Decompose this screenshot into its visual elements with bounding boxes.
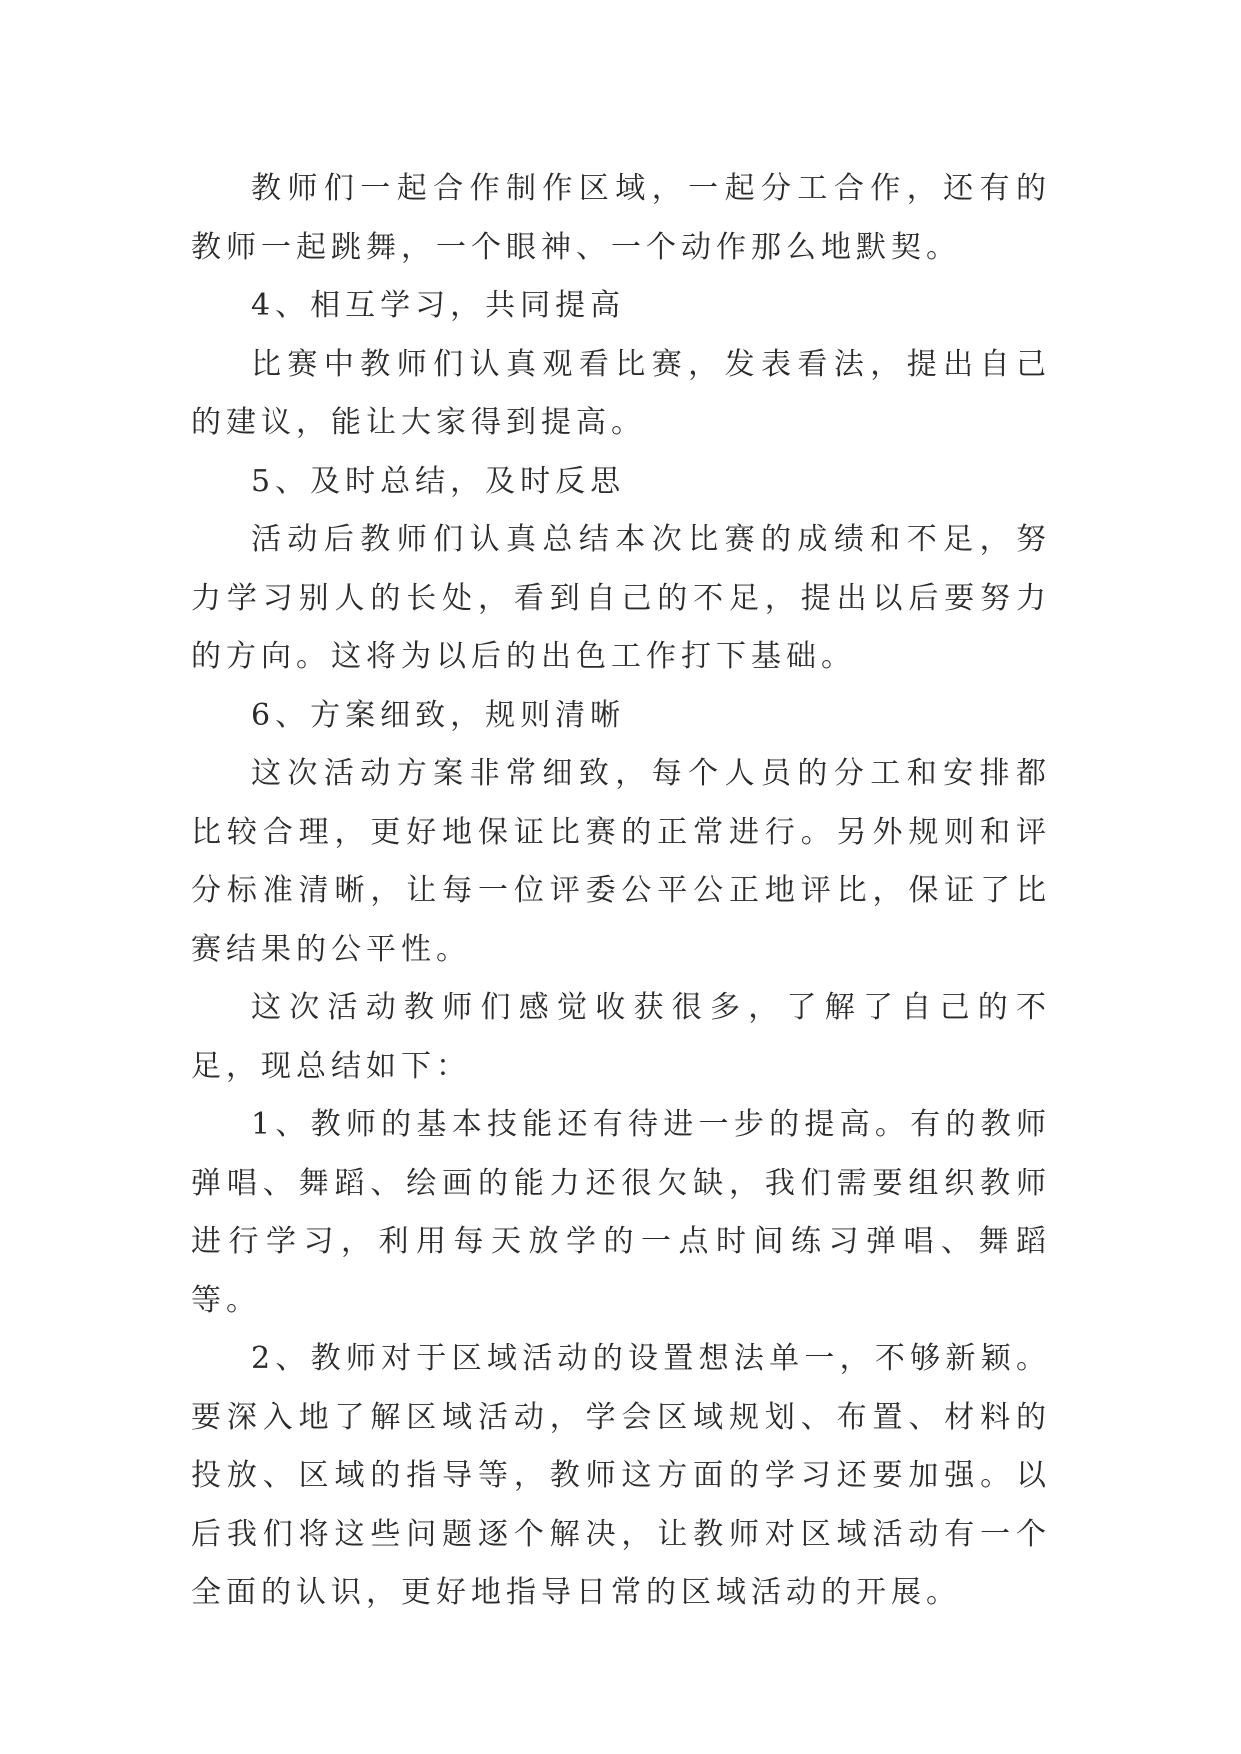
paragraph-detailed-plan: 这次活动方案非常细致，每个人员的分工和安排都比较合理，更好地保证比赛的正常进行。另外规则和评分标准清晰，让每一位评委公平公正地评比，保证了比赛结果的公平性。	[191, 756, 1051, 967]
paragraph-mutual-learning: 比赛中教师们认真观看比赛，发表看法，提出自己的建议，能让大家得到提高。	[191, 346, 1051, 440]
paragraph-timely-summary: 活动后教师们认真总结本次比赛的成绩和不足，努力学习别人的长处，看到自己的不足，提出以后要努力的方向。这将为以后的出色工作打下基础。	[191, 522, 1051, 674]
heading-detailed-plan: 6、方案细致，规则清晰	[251, 697, 626, 733]
heading-timely-summary: 5、及时总结，及时反思	[251, 463, 626, 499]
document-body	[191, 160, 1051, 1623]
paragraph-teamwork: 教师们一起合作制作区域，一起分工合作，还有的教师一起跳舞，一个眼神、一个动作那么地默契。	[191, 171, 1051, 265]
paragraph-summary-intro: 这次活动教师们感觉收获很多，了解了自己的不足，现总结如下：	[191, 990, 1051, 1084]
heading-mutual-learning: 4、相互学习，共同提高	[251, 288, 626, 323]
paragraph-point-1: 1、教师的基本技能还有待进一步的提高。有的教师弹唱、舞蹈、绘画的能力还很欠缺，我们需要组织教师进行学习，利用每天放学的一点时间练习弹唱、舞蹈等。	[191, 1107, 1051, 1318]
paragraph-point-2: 2、教师对于区域活动的设置想法单一，不够新颖。要深入地了解区域活动，学会区域规划、布置、材料的投放、区域的指导等，教师这方面的学习还要加强。以后我们将这些问题逐个解决，让教师对区域活动有一个全面的认识，更好地指导日常的区域活动的开展。	[191, 1341, 1051, 1610]
